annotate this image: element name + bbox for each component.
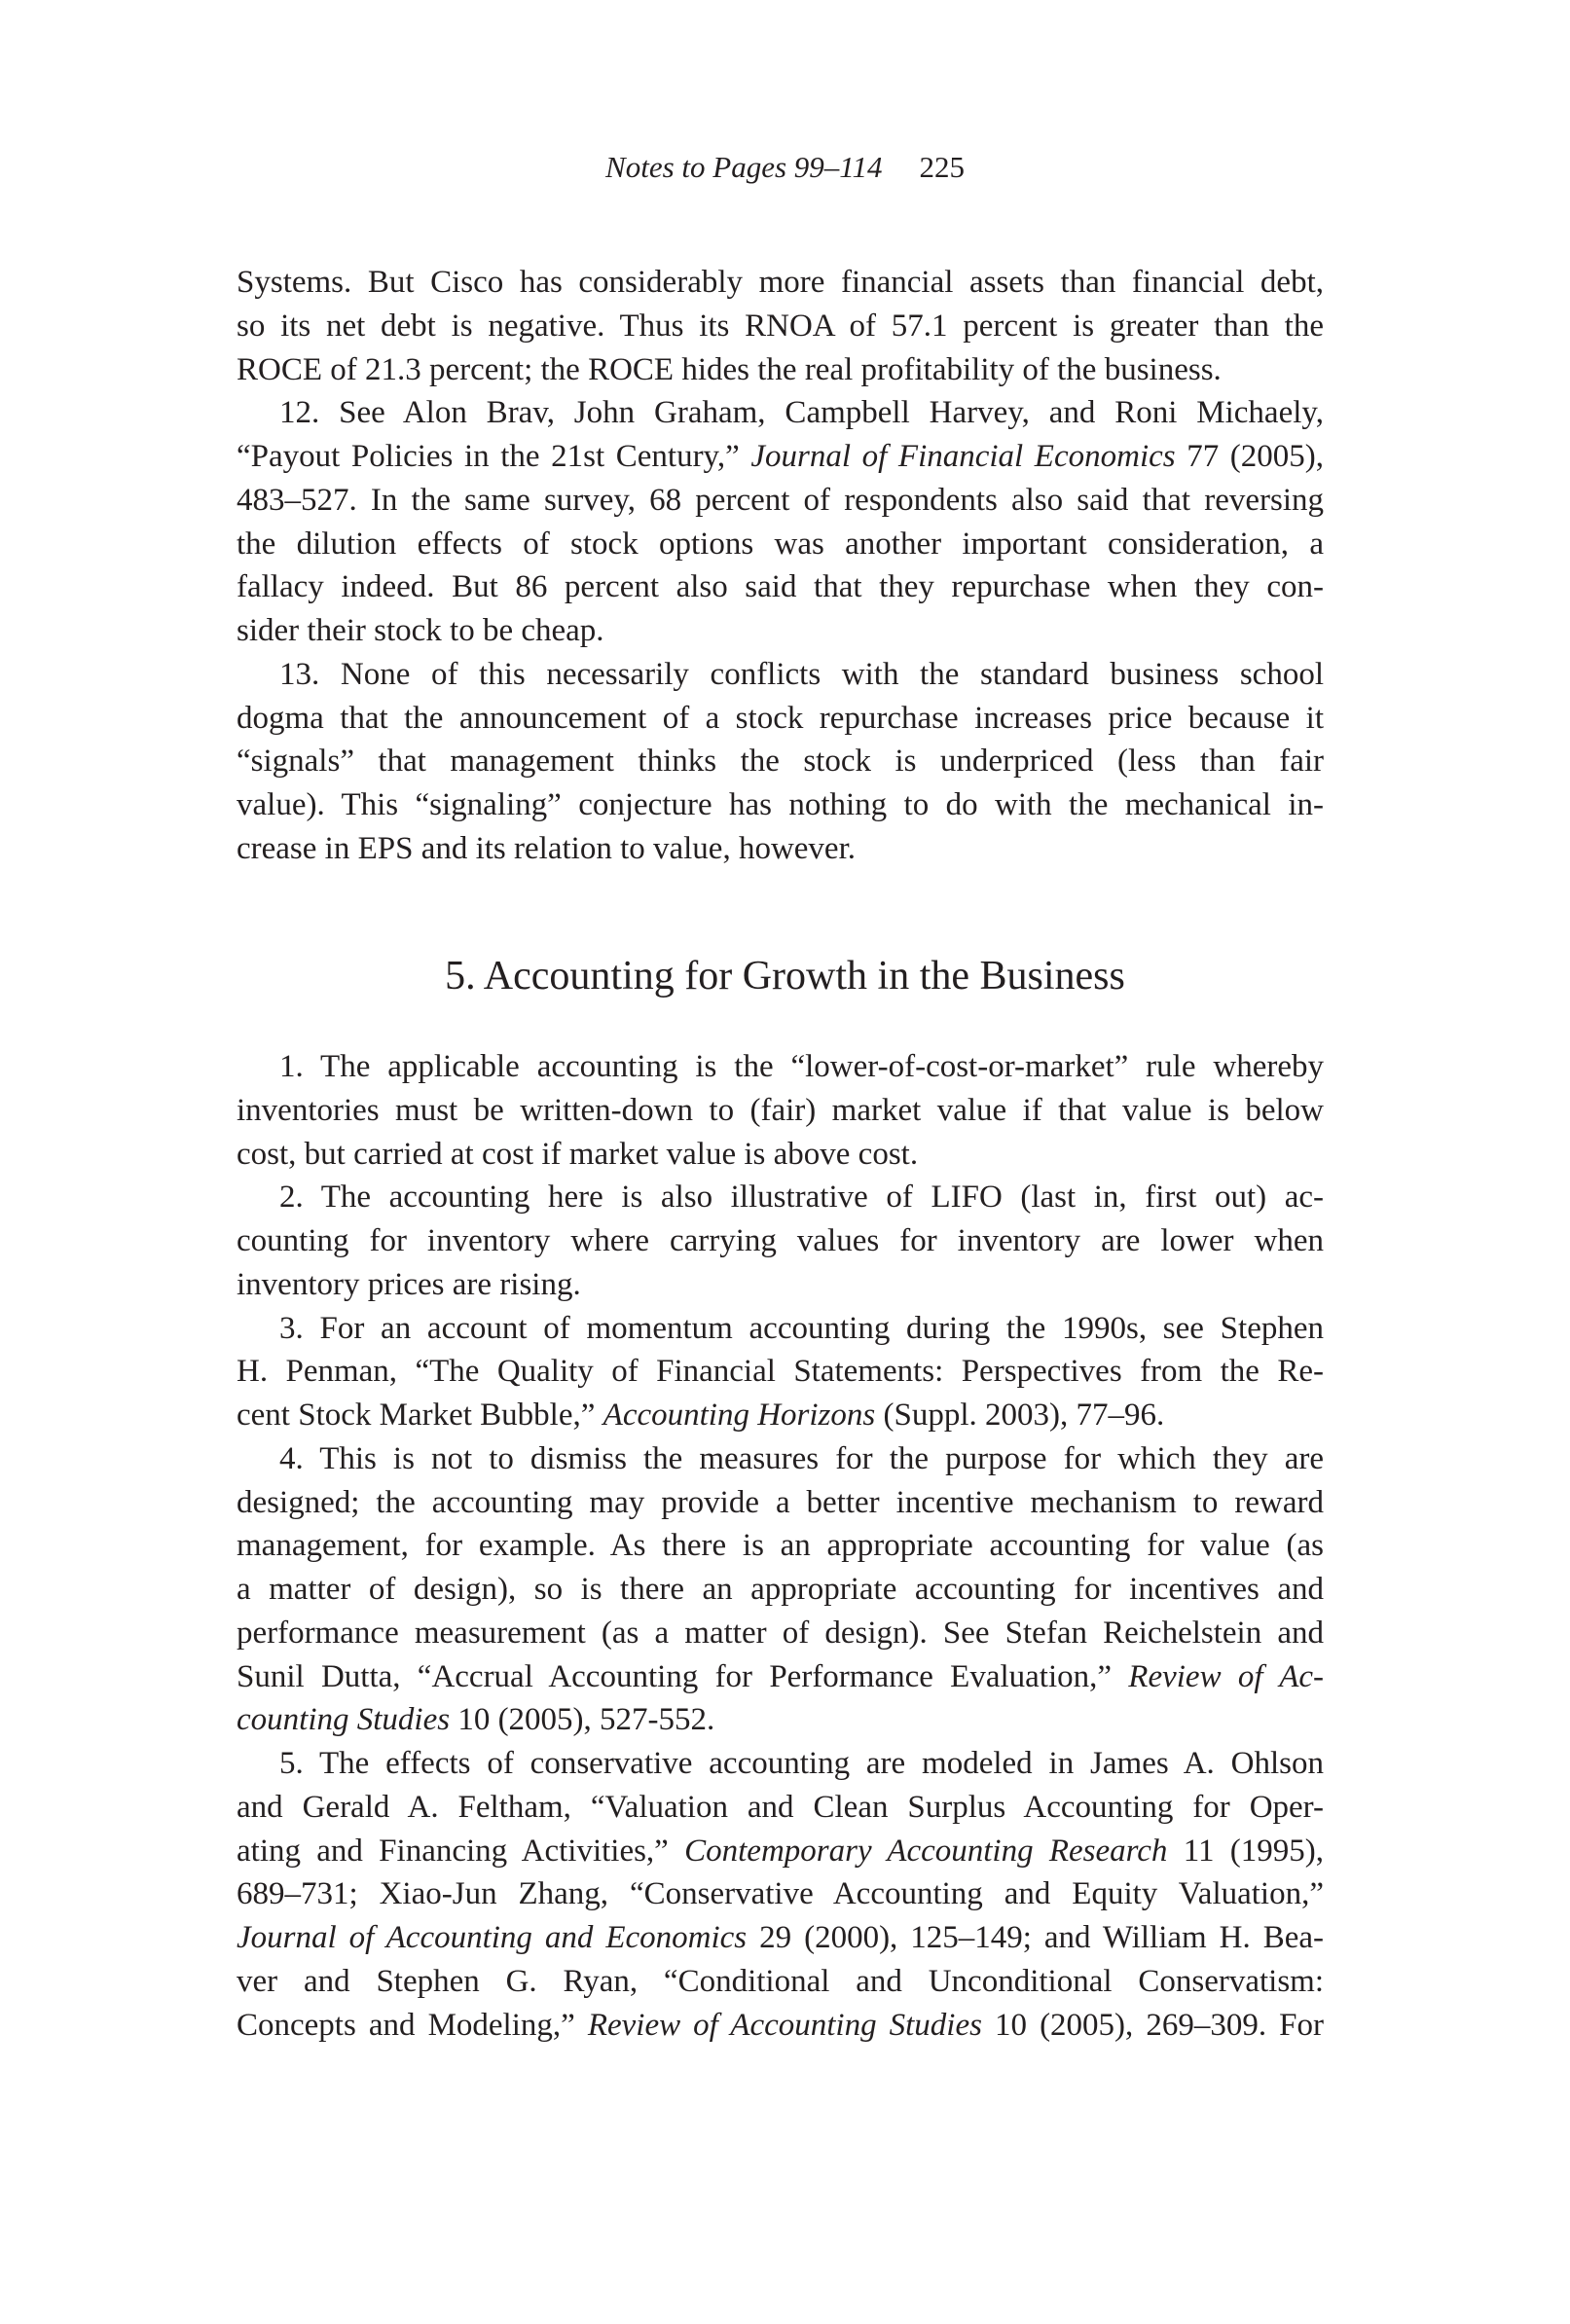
text-line <box>237 565 1324 609</box>
text-run: 10 (2005), 527-552. <box>450 1702 715 1738</box>
text-run: cost, but carried at cost if market value is above cost. <box>237 1136 919 1172</box>
text-run: so its net debt is negative. Thus its RNOA of 57.1 percent is greater than the <box>237 308 1324 344</box>
text-line <box>237 1916 1324 1960</box>
text-line <box>237 1872 1324 1916</box>
italic-citation-title: counting Studies <box>237 1702 451 1738</box>
text-run: a matter of design), so is there an appropriate accounting for incentives and <box>237 1572 1324 1607</box>
text-run: 689–731; Xiao-Jun Zhang, “Conservative Accounting and Equity Valuation,” <box>237 1876 1324 1912</box>
text-run: H. Penman, “The Quality of Financial Statements: Perspectives from the Re- <box>237 1354 1324 1390</box>
italic-citation-title: Journal of Accounting and Economics <box>237 1920 748 1955</box>
text-run: cent Stock Market Bubble,” <box>237 1398 603 1433</box>
text-run: 12. See Alon Brav, John Graham, Campbell Harvey, and Roni Michaely, <box>279 395 1324 431</box>
text-run: the dilution effects of stock options was another important consideration, a <box>237 526 1324 562</box>
text-line <box>237 1133 1324 1177</box>
text-run: 11 (1995), <box>1167 1833 1324 1869</box>
text-run: “signals” that management thinks the stock is underpriced (less than fair <box>237 744 1324 780</box>
text-run: 10 (2005), 269–309. For <box>981 2007 1324 2043</box>
text-line <box>237 1786 1324 1830</box>
text-run: management, for example. As there is an appropriate accounting for value (as <box>237 1528 1324 1564</box>
notes-block-chapter-5 <box>237 1045 1324 2047</box>
text-line <box>237 697 1324 741</box>
notes-block-chapter-4 <box>237 261 1324 871</box>
text-line <box>237 523 1324 566</box>
text-run: 4. This is not to dismiss the measures for the purpose for which they are <box>279 1440 1324 1476</box>
text-run: 77 (2005), <box>1175 439 1325 474</box>
text-line <box>237 1568 1324 1612</box>
text-run: inventories must be written-down to (fair) market value if that value is below <box>237 1092 1324 1128</box>
text-run: ating and Financing Activities,” <box>237 1833 685 1869</box>
text-run: 3. For an account of momentum accounting during the 1990s, see Stephen <box>279 1310 1324 1346</box>
running-head-title: Notes to Pages 99–114 <box>605 150 883 184</box>
text-run: Sunil Dutta, “Accrual Accounting for Performance Evaluation,” <box>237 1658 1129 1694</box>
text-line <box>237 261 1324 305</box>
text-run: and Gerald A. Feltham, “Valuation and Clean Surplus Accounting for Oper- <box>237 1789 1324 1825</box>
text-line <box>237 1612 1324 1655</box>
text-line <box>237 479 1324 523</box>
text-run: 13. None of this necessarily conflicts with the standard business school <box>279 656 1324 692</box>
text-line <box>237 305 1324 348</box>
text-line <box>237 740 1324 783</box>
note-first-line <box>237 1742 1324 1786</box>
text-run: counting for inventory where carrying values for inventory are lower when <box>237 1223 1324 1258</box>
note-first-line <box>237 653 1324 697</box>
note-first-line <box>237 1437 1324 1481</box>
text-line <box>237 1698 1324 1742</box>
text-line <box>237 348 1324 392</box>
text-run: designed; the accounting may provide a better incentive mechanism to reward <box>237 1484 1324 1520</box>
text-line <box>237 783 1324 827</box>
text-line <box>237 435 1324 479</box>
text-run: Concepts and Modeling,” <box>237 2007 588 2043</box>
running-head <box>0 148 1570 187</box>
text-line <box>237 1830 1324 1873</box>
text-run: fallacy indeed. But 86 percent also said that they repurchase when they con- <box>237 569 1324 605</box>
text-run: 29 (2000), 125–149; and William H. Bea- <box>747 1920 1325 1955</box>
text-line <box>237 1960 1324 2004</box>
text-run: 5. The effects of conservative accounting are modeled in James A. Ohlson <box>279 1746 1324 1781</box>
italic-citation-title: Accounting Horizons <box>602 1398 876 1433</box>
text-run: ver and Stephen G. Ryan, “Conditional and Unconditional Conservatism: <box>237 1963 1324 1999</box>
text-line <box>237 1219 1324 1263</box>
italic-citation-title: Review of Accounting Studies <box>587 2007 982 2043</box>
text-line <box>237 1655 1324 1699</box>
text-line <box>237 1394 1324 1437</box>
text-line <box>237 1089 1324 1133</box>
italic-citation-title: Review of Ac- <box>1128 1658 1324 1694</box>
text-line <box>237 609 1324 653</box>
italic-citation-title: Journal of Financial Economics <box>750 439 1176 474</box>
note-first-line <box>237 1307 1324 1351</box>
text-run: value). This “signaling” conjecture has nothing to do with the mechanical in- <box>237 787 1324 822</box>
text-run: dogma that the announcement of a stock repurchase increases price because it <box>237 700 1324 736</box>
text-run: “Payout Policies in the 21st Century,” <box>237 439 751 474</box>
text-line <box>237 1350 1324 1394</box>
text-line <box>237 1481 1324 1525</box>
text-run: inventory prices are rising. <box>237 1266 581 1302</box>
text-line <box>237 1263 1324 1307</box>
italic-citation-title: Contemporary Accounting Research <box>684 1833 1168 1869</box>
note-first-line <box>237 1045 1324 1089</box>
text-run: Systems. But Cisco has considerably more financial assets than financial debt, <box>237 265 1324 300</box>
text-line <box>237 827 1324 871</box>
text-run: sider their stock to be cheap. <box>237 613 604 648</box>
text-run: crease in EPS and its relation to value, however. <box>237 830 856 866</box>
text-line <box>237 2004 1324 2048</box>
text-run: ROCE of 21.3 percent; the ROCE hides the real profitability of the business. <box>237 351 1222 387</box>
text-run: (Suppl. 2003), 77–96. <box>875 1398 1165 1433</box>
text-run: 2. The accounting here is also illustrative of LIFO (last in, first out) ac- <box>279 1180 1324 1216</box>
text-run: 483–527. In the same survey, 68 percent of respondents also said that reversing <box>237 482 1324 518</box>
text-run: performance measurement (as a matter of design). See Stefan Reichelstein and <box>237 1615 1324 1651</box>
chapter-heading: 5. Accounting for Growth in the Business <box>445 954 1125 999</box>
note-first-line <box>237 1176 1324 1219</box>
note-first-line <box>237 391 1324 435</box>
page-number: 225 <box>919 150 965 184</box>
text-run: 1. The applicable accounting is the “lower-of-cost-or-market” rule whereby <box>279 1049 1324 1084</box>
text-line <box>237 1524 1324 1568</box>
